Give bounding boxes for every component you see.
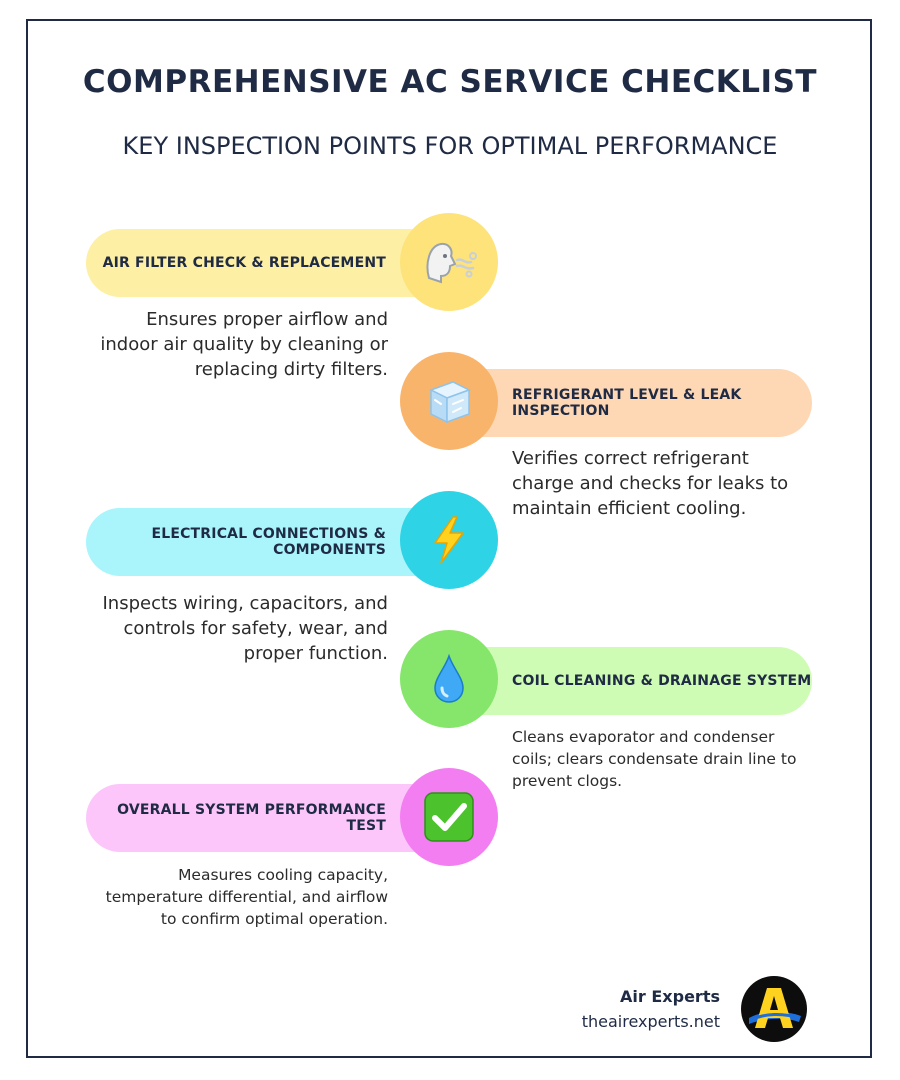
item-description: Verifies correct refrigerant charge and checks for leaks to maintain efficient cooling.: [512, 448, 789, 519]
item-description: Ensures proper airflow and indoor air quality by cleaning or replacing dirty filters.: [100, 309, 388, 380]
item-heading-text: AIR FILTER CHECK & REPLACEMENT: [102, 255, 386, 271]
item-heading-text: ELECTRICAL CONNECTIONS & COMPONENTS: [151, 526, 386, 558]
lightning-icon: [400, 491, 498, 589]
item-description: Measures cooling capacity, temperature differential, and airflow to confirm optimal operation.: [105, 866, 388, 928]
wind-face-icon: [400, 213, 498, 311]
item-heading-text: COIL CLEANING & DRAINAGE SYSTEM: [512, 673, 812, 689]
item-heading-text: OVERALL SYSTEM PERFORMANCE TEST: [117, 802, 386, 834]
water-drop-icon: [400, 630, 498, 728]
check-mark-icon: [400, 768, 498, 866]
page-title: COMPREHENSIVE AC SERVICE CHECKLIST: [82, 64, 818, 100]
page-subtitle: KEY INSPECTION POINTS FOR OPTIMAL PERFORMANCE: [122, 132, 778, 160]
item-description: Cleans evaporator and condenser coils; clears condensate drain line to prevent clogs.: [512, 728, 797, 790]
brand-url-link[interactable]: theairexperts.net: [581, 1012, 720, 1031]
brand-name: Air Experts: [620, 987, 720, 1006]
item-description: Inspects wiring, capacitors, and controls for safety, wear, and proper function.: [102, 593, 388, 664]
item-heading-text: REFRIGERANT LEVEL & LEAK INSPECTION: [512, 387, 742, 419]
ice-cube-icon: [400, 352, 498, 450]
air-experts-logo-icon: [741, 976, 807, 1042]
